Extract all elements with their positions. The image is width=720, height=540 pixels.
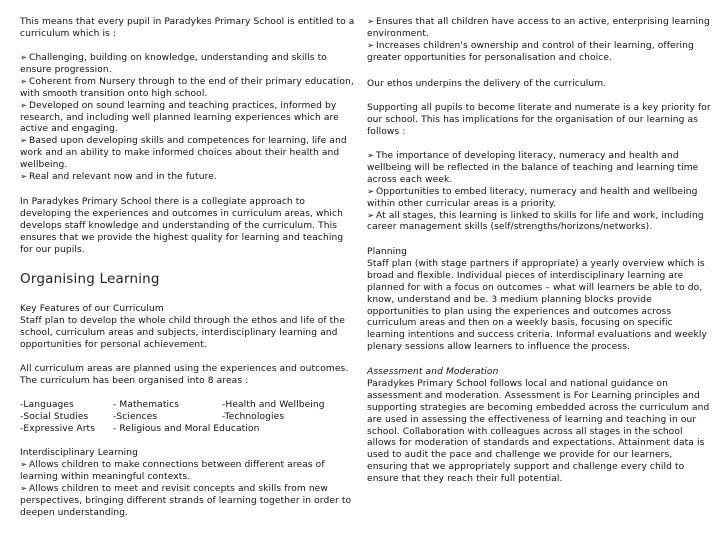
entitlement-item: ➢ Based upon developing skills and competences for learning, life and work and an ability to make informed choices about their health and wellbeing. [20,136,347,171]
areas-column-1 [20,400,95,436]
arrow-bullet-icon: ➢ [20,53,28,63]
organising-learning-heading: Organising Learning [20,271,160,287]
literacy-item: ➢ At all stages, this learning is linked to skills for life and work, including career management skills (self/strengths/horizons/networks). [367,210,704,233]
areas-intro-paragraph: All curriculum areas are planned using the experiences and outcomes. The curriculum has been organised into 8 areas : [20,364,349,386]
entitlement-item: ➢ Coherent from Nursery through to the end of their primary education, with smooth transition onto high school. [20,76,354,99]
entitlement-item: ➢ Developed on sound learning and teaching practices, informed by research, and including well planned learning experiences which are active and engaging. [20,100,339,135]
benefit-item: ➢ Ensures that all children have access to an active, enterprising learning environment. [367,17,710,39]
interdisciplinary-section [20,448,356,519]
interdisciplinary-item: ➢ Allows children to make connections between different areas of learning within meaningful contexts. [20,459,325,482]
arrow-bullet-icon: ➢ [20,76,28,87]
curriculum-area: - Mathematics [113,400,180,410]
benefit-item: ➢ Increases children's ownership and control of their learning, offering greater opportunities for personalisation and choice. [367,40,694,63]
key-features-title: Key Features of our Curriculum [20,304,164,314]
key-features-section [20,304,356,352]
curriculum-area: -Sciences [113,411,158,422]
arrow-bullet-icon: ➢ [20,136,28,147]
arrow-bullet-icon: ➢ [20,483,28,494]
literacy-item: ➢ Opportunities to embed literacy, numeracy and health and wellbeing within other curricular areas is a priority. [367,186,698,209]
key-features-text: Staff plan to develop the whole child through the ethos and life of the school, curriculum areas and subjects, interdisciplinary learning and opportunities for personal achievement. [20,315,345,350]
arrow-bullet-icon: ➢ [367,186,375,197]
curriculum-benefits-list [367,17,713,65]
intro-paragraph: This means that every pupil in Paradykes Primary School is entitled to a curriculum which is : [20,17,355,39]
arrow-bullet-icon: ➢ [367,40,375,51]
curriculum-area: - Religious and Moral Education [113,423,260,434]
interdisciplinary-item: ➢ Allows children to meet and revisit concepts and skills from new perspectives, bringing different strands of learning together in order to deepen understanding. [20,483,352,518]
entitlement-list [20,53,356,184]
arrow-bullet-icon: ➢ [20,172,28,183]
arrow-bullet-icon: ➢ [367,210,375,221]
ethos-paragraph: Our ethos underpins the delivery of the curriculum. [367,79,607,89]
arrow-bullet-icon: ➢ [20,100,28,111]
planning-title: Planning [367,247,407,257]
entitlement-item: ➢ Challenging, building on knowledge, understanding and skills to ensure progression. [20,53,327,75]
curriculum-area: -Expressive Arts [20,423,96,434]
arrow-bullet-icon: ➢ [367,151,375,161]
interdisciplinary-title: Interdisciplinary Learning [20,448,138,458]
planning-text: Staff plan (with stage partners if appropriate) a yearly overview which is broad and flexible. Individual pieces of interdisciplinary learning are planned for with a focus on outcomes – what will learners be able to do, know, understand and be. 3 medium planning blocks provide opportunities to plan using the experiences and outcomes across curriculum areas and then on a weekly basis, focusing on specific learning intentions and success criteria. Informal evaluations and weekly plenary sessions allow learners to influence the process. [367,258,707,353]
arrow-bullet-icon: ➢ [20,459,28,470]
assessment-text: Paradykes Primary School follows local and national guidance on assessment and moderation. Assessment is For Learning principles and supporting strategies are becoming embedded across the curriculum and are used in assessing the effectiveness of learning and teaching in our school. Collaboration with colleagues across all stages in the school allows for moderation of standards and expectations. Attainment data is used to audit the pace and challenge we provide for our learners, ensuring that we appropriately support and challenge every child to ensure that they reach their full potential. [367,378,710,485]
collegiate-paragraph: In Paradykes Primary School there is a collegiate approach to developing the experiences and outcomes in curriculum areas, which develops staff knowledge and understanding of the curriculum. This ensures that we provide the highest quality for learning and teaching for our pupils. [20,197,344,255]
areas-column-3 [222,400,325,424]
literacy-intro-paragraph: Supporting all pupils to become literate and numerate is a key priority for our school. This has implications for the organisation of our learning as follows : [367,103,711,137]
assessment-title: Assessment and Moderation [367,367,499,377]
curriculum-area: -Social Studies [20,411,89,422]
literacy-list [367,151,713,234]
curriculum-area: -Languages [20,400,74,410]
curriculum-area: -Technologies [222,411,285,422]
curriculum-area: -Health and Wellbeing [222,400,325,410]
assessment-section [367,367,713,486]
arrow-bullet-icon: ➢ [367,17,375,27]
literacy-item: ➢ The importance of developing literacy, numeracy and health and wellbeing will be reflected in the balance of teaching and learning time across each week. [367,151,699,185]
planning-section [367,247,713,354]
entitlement-item: ➢ Real and relevant now and in the future. [20,172,217,183]
